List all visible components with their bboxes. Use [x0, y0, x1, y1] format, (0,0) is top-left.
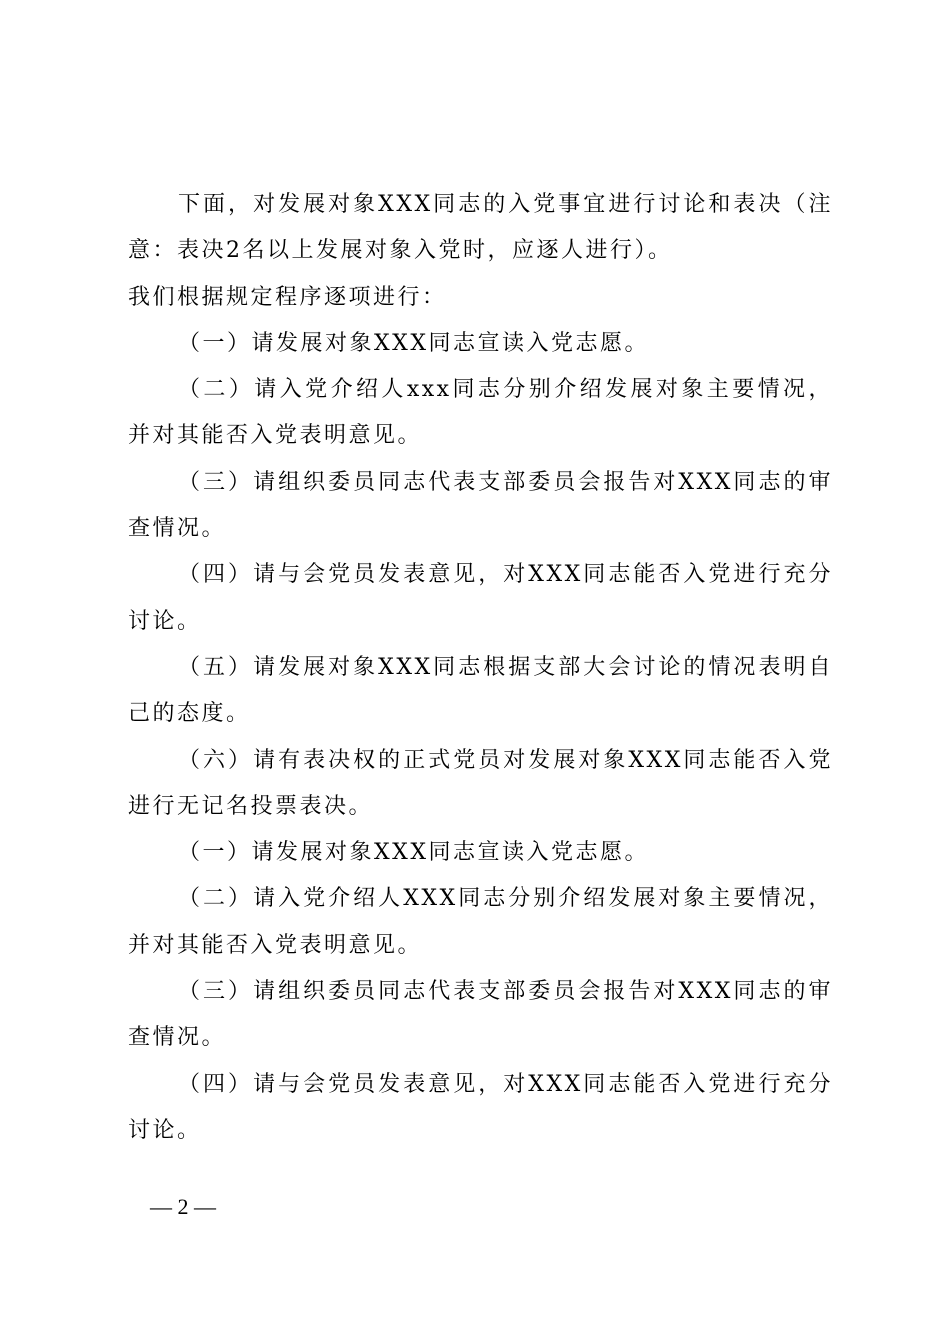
procedure-lead: 我们根据规定程序逐项进行： — [128, 284, 447, 310]
step-paragraph: （四）请与会党员发表意见，对XXX同志能否入党进行充分讨论。 — [128, 562, 833, 634]
step-paragraph: （六）请有表决权的正式党员对发展对象XXX同志能否入党进行无记名投票表决。 — [128, 747, 833, 819]
page-number: — 2 — — [150, 1194, 216, 1219]
step-paragraph: （四）请与会党员发表意见，对XXX同志能否入党进行充分讨论。 — [128, 1071, 833, 1143]
intro-paragraph: 下面，对发展对象XXX同志的入党事宜进行讨论和表决（注意：表决2名以上发展对象入党时，应逐人进行）。 — [128, 192, 833, 264]
document-body — [128, 182, 833, 1154]
step-paragraph: （三）请组织委员同志代表支部委员会报告对XXX同志的审查情况。 — [128, 979, 833, 1051]
step-paragraph: （五）请发展对象XXX同志根据支部大会讨论的情况表明自己的态度。 — [128, 654, 833, 727]
step-paragraph: （二）请入党介绍人XXX同志分别介绍发展对象主要情况，并对其能否入党表明意见。 — [128, 886, 833, 958]
step-paragraph: （一）请发展对象XXX同志宣读入党志愿。 — [178, 330, 649, 356]
step-paragraph: （二）请入党介绍人xxx同志分别介绍发展对象主要情况，并对其能否入党表明意见。 — [128, 377, 833, 449]
step-paragraph: （三）请组织委员同志代表支部委员会报告对XXX同志的审查情况。 — [128, 469, 833, 542]
step-paragraph: （一）请发展对象XXX同志宣读入党志愿。 — [178, 840, 649, 866]
